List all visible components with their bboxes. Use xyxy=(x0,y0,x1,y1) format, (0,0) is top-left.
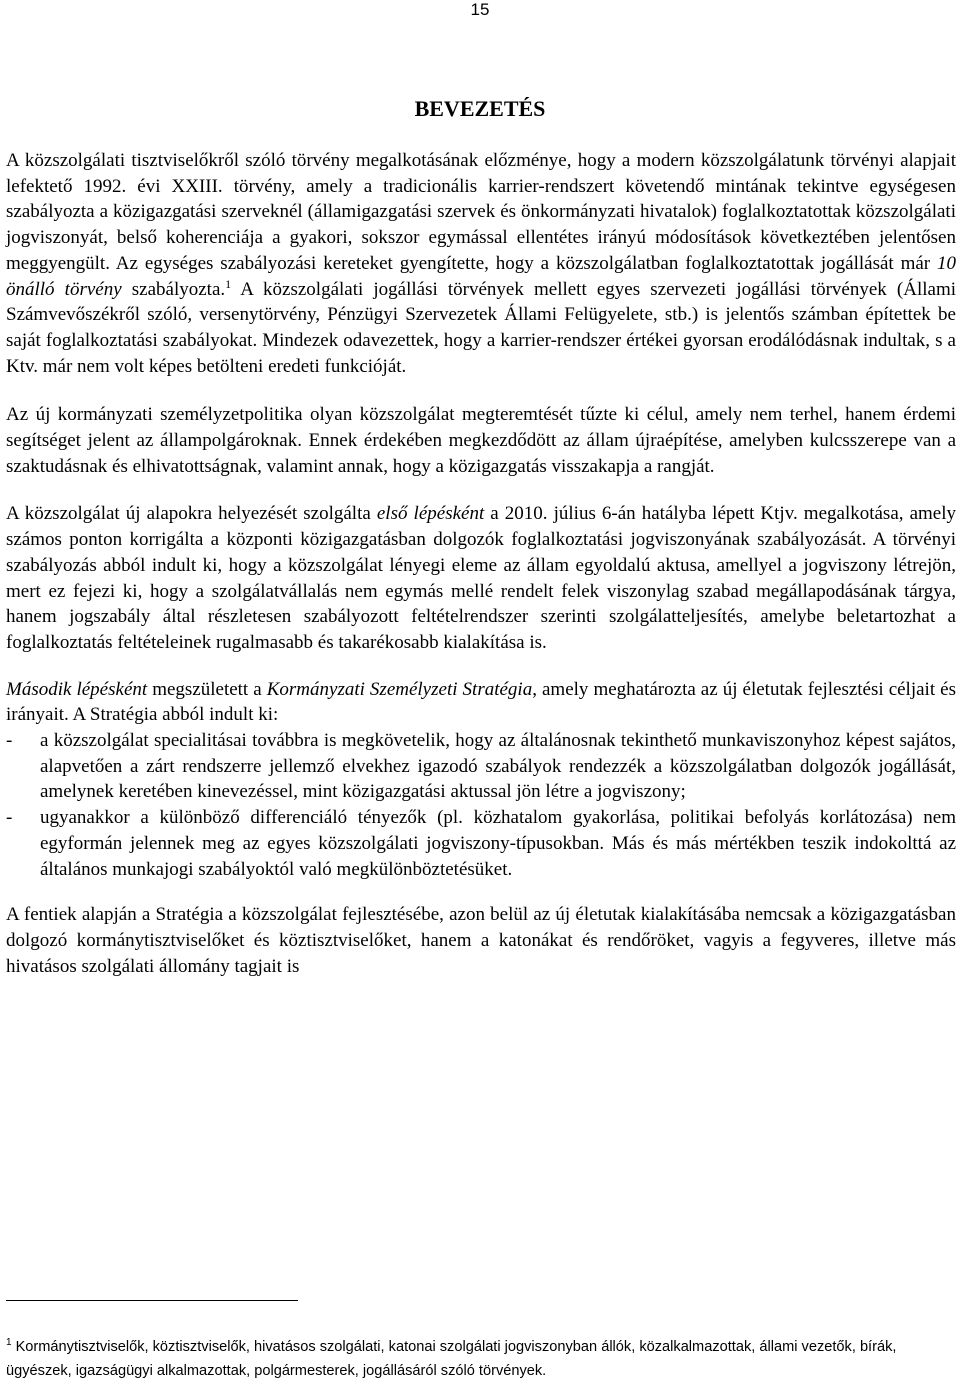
list-item xyxy=(6,728,956,805)
paragraph-4-emphasis-b: Kormányzati Személyzeti Stratégia xyxy=(266,678,533,700)
page-number: 15 xyxy=(470,0,490,19)
paragraph-1 xyxy=(6,148,956,379)
paragraph-1-text-c: A közszolgálati jogállási törvények mellett egyes szervezeti jogállási törvények (Állami Számvevőszékről szóló, versenytörvény, Pénzügyi Szervezetek Állami Felügyelete, stb.) is jelentős számban építettek be saját foglalkoztatási szabályokat. Mindezek odavezettek, hogy a karrier-rendszer értékei gyorsan erodálódásnak indultak, s a Ktv. már nem volt képes betölteni eredeti funkcióját. xyxy=(6,278,957,377)
list-item xyxy=(6,805,956,882)
paragraph-4-text-b: , amely meghatározta az új életutak fejlesztési céljait és irányait. A Stratégia abból indult ki: xyxy=(6,678,956,726)
list-item-text: a közszolgálat specialitásai továbbra is megkövetelik, hogy az általánosnak tekinthető munkaviszonyhoz képest sajátos, alapvetően a zárt rendszerre jellemző elvekhez igazodó szabályok rendezzék a közszolgálatban dolgozók jogállását, amelynek keretében kinevezéssel, mint közigazgatási aktussal jön létre a jogviszony; xyxy=(40,730,956,803)
strategy-list xyxy=(6,728,956,882)
paragraph-1-text-b: szabályozta. xyxy=(121,278,226,300)
list-dash: - xyxy=(6,730,13,752)
paragraph-4-text-a: megszületett a xyxy=(147,678,267,700)
footnote-marker: 1 xyxy=(6,1337,12,1348)
footnote xyxy=(6,1335,956,1383)
section-title: BEVEZETÉS xyxy=(414,96,546,121)
paragraph-3 xyxy=(6,501,956,655)
paragraph-3-emphasis: első lépésként xyxy=(376,503,485,525)
list-dash: - xyxy=(6,807,13,829)
paragraph-2: Az új kormányzati személyzetpolitika olyan közszolgálat megteremtését tűzte ki célul, amely nem terhel, hanem érdemi segítséget jelent az állampolgároknak. Ennek érdekében megkezdődött az állam újraépítése, amelyben kulcsszerepe van a szaktudásnak és elhivatottságnak, valamint annak, hogy a közigazgatás visszakapja a rangját. xyxy=(6,404,956,477)
paragraph-3-text-b: a 2010. július 6-án hatályba lépett Ktjv. megalkotása, amely számos ponton korrigálta a központi közigazgatásban dolgozók foglalkoztatási jogviszonyának szabályozását. A törvényi szabályozás abból indult ki, hogy a közszolgálat lényegi eleme az állam egyoldalú aktusa, amellyel a jogviszony létrejön, mert ez fejezi ki, hogy a szolgálatvállalás nem egymás mellé rendelt felek viszonylag szabad megállapodásának tárgya, hanem jogszabály által részletesen szabályozott feltételrendszer szerinti szolgálatteljesítés, amelybe beletartozhat a foglalkoztatás feltételeinek rugalmasabb és takarékosabb kialakítása is. xyxy=(6,503,956,653)
paragraph-5: A fentiek alapján a Stratégia a közszolgálat fejlesztésébe, azon belül az új életutak kialakításába nemcsak a közigazgatásban dolgozó kormánytisztviselőket és köztisztviselőket, hanem a katonákat és rendőröket, vagyis a fegyveres, illetve más hivatásos szolgálati állomány tagjait is xyxy=(6,904,956,977)
footnote-text: Kormánytisztviselők, köztisztviselők, hivatásos szolgálati, katonai szolgálati jogviszonyban állók, közalkalmazottak, állami vezetők, bírák, ügyészek, igazságügyi alkalmazottak, polgármesterek, jogállásáról szóló törvények. xyxy=(6,1339,897,1379)
footnote-separator xyxy=(6,1300,298,1301)
document-body xyxy=(6,148,956,979)
paragraph-1-emphasis: 10 önálló törvény xyxy=(6,252,956,300)
list-item-text: ugyanakkor a különböző differenciáló tényezők (pl. közhatalom gyakorlása, politikai befolyás korlátozása) nem egyformán jelennek meg az egyes közszolgálati jogviszony-típusokban. Más és más mértékben teszik indokolttá az általános munkajogi szabályoktól való megkülönböztetésüket. xyxy=(40,807,956,880)
footnote-reference[interactable]: 1 xyxy=(225,276,232,291)
paragraph-4-emphasis-a: Második lépésként xyxy=(6,678,148,700)
paragraph-3-text-a: A közszolgálat új alapokra helyezését szolgálta xyxy=(6,503,377,525)
paragraph-4 xyxy=(6,677,956,728)
paragraph-1-text-a: A közszolgálati tisztviselőkről szóló törvény megalkotásának előzménye, hogy a modern közszolgálatunk törvényi alapjait lefektető 1992. évi XXIII. törvény, amely a tradicionális karrier-rendszert követendő mintának tekintve egységesen szabályozta a közigazgatási szerveknél (államigazgatási szervek és önkormányzati hivatalok) foglalkoztatottak közszolgálati jogviszonyát, belső koherenciája a gyakori, sokszor egymással ellentétes irányú módosítások következtében jelentősen meggyengült. Az egységes szabályozási kereteket gyengítette, hogy a közszolgálatban foglalkoztatottak jogállását már xyxy=(6,150,956,274)
